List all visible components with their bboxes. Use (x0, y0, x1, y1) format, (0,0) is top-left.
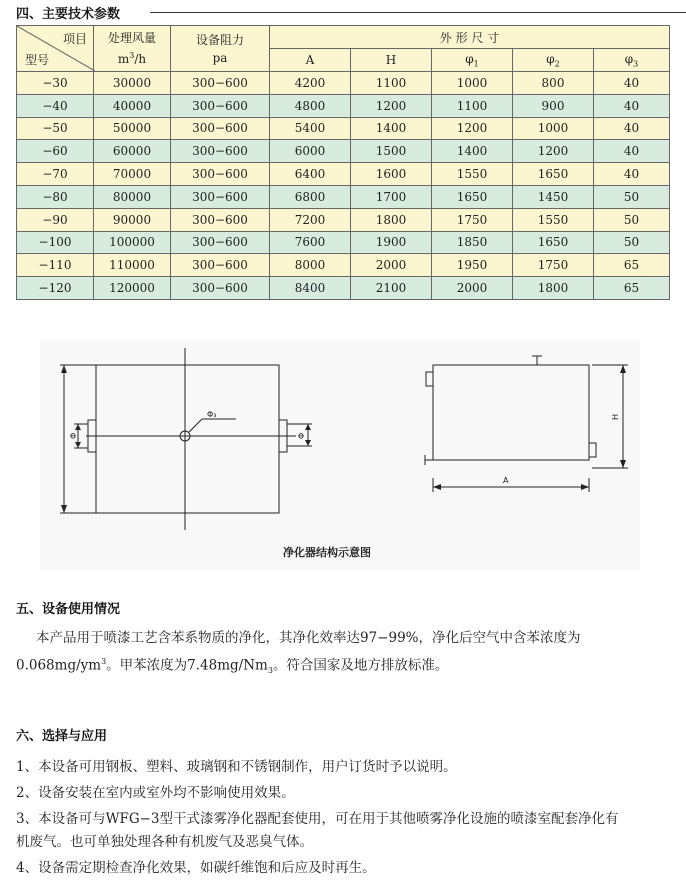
label-h: H (611, 413, 620, 420)
spec-table (16, 25, 670, 300)
cell-p3: 50 (594, 231, 670, 254)
cell-p2: 800 (513, 72, 594, 95)
cell-p3: 40 (594, 140, 670, 163)
table-row (17, 277, 670, 300)
section6-item2: 2、设备安装在室内或室外均不影响使用效果。 (16, 785, 295, 801)
header-airflow (94, 26, 171, 72)
table-row (17, 163, 670, 186)
header-dims: 外 形 尺 寸 (270, 26, 670, 49)
header-phi2: $\varphi_2$ (513, 49, 594, 72)
cell-a: 5400 (270, 117, 351, 140)
table-row (17, 254, 670, 277)
cell-h: 1200 (351, 94, 432, 117)
label-phi1: Φ (297, 432, 306, 439)
cell-p2: 1800 (513, 277, 594, 300)
cell-model: −40 (17, 94, 94, 117)
table-header-row (17, 26, 670, 49)
cell-a: 8000 (270, 254, 351, 277)
cell-p2: 1450 (513, 185, 594, 208)
cell-p3: 40 (594, 163, 670, 186)
cell-p1: 1000 (432, 72, 513, 95)
cell-a: 7600 (270, 231, 351, 254)
structure-diagram (40, 340, 640, 570)
section6-item4: 4、设备需定期检查净化效果，如碳纤维饱和后应及时再生。 (16, 860, 376, 876)
header-airflow-unit: $m^3/h$ (117, 51, 147, 66)
header-item: 项目 (62, 32, 87, 46)
label-phi3: Φ₃ (207, 410, 217, 419)
label-phi: Φ (69, 432, 78, 439)
cell-p3: 40 (594, 117, 670, 140)
cell-airflow: 40000 (94, 94, 171, 117)
cell-p2: 900 (513, 94, 594, 117)
header-model: 型号 (25, 53, 50, 67)
table-row (17, 231, 670, 254)
section6-item1: 1、本设备可用钢板、塑料、玻璃钢和不锈钢制作，用户订货时予以说明。 (16, 759, 457, 775)
cell-h: 1600 (351, 163, 432, 186)
header-phi3: $\varphi_3$ (594, 49, 670, 72)
cell-airflow: 50000 (94, 117, 171, 140)
header-airflow-label: 处理风量 (107, 31, 156, 45)
cell-res: 300−600 (171, 254, 270, 277)
cell-p2: 1650 (513, 163, 594, 186)
cell-p3: 40 (594, 72, 670, 95)
cell-model: −100 (17, 231, 94, 254)
table-row (17, 208, 670, 231)
cell-p3: 50 (594, 208, 670, 231)
cell-h: 1100 (351, 72, 432, 95)
header-resistance (171, 26, 270, 72)
figure-caption: 净化器结构示意图 (283, 546, 371, 559)
cell-p3: 50 (594, 185, 670, 208)
cell-p1: 2000 (432, 277, 513, 300)
header-resistance-label: 设备阻力 (195, 32, 244, 47)
section4-rule (150, 12, 686, 13)
cell-p1: 1100 (432, 94, 513, 117)
cell-h: 1400 (351, 117, 432, 140)
header-h: H (351, 49, 432, 72)
cell-model: −60 (17, 140, 94, 163)
cell-h: 2000 (351, 254, 432, 277)
cell-p2: 1200 (513, 140, 594, 163)
cell-h: 1500 (351, 140, 432, 163)
label-a: A (503, 476, 509, 485)
cell-a: 6800 (270, 185, 351, 208)
header-phi1: $\varphi_1$ (432, 49, 513, 72)
cell-airflow: 70000 (94, 163, 171, 186)
cell-a: 8400 (270, 277, 351, 300)
section6-item3a: 3、本设备可与WFG−3型干式漆雾净化器配套使用，可在用于其他喷雾净化设施的喷漆室配套净化有 (16, 811, 619, 827)
cell-res: 300−600 (171, 94, 270, 117)
cell-p3: 40 (594, 94, 670, 117)
cell-a: 4800 (270, 94, 351, 117)
cell-p3: 65 (594, 254, 670, 277)
table-row (17, 94, 670, 117)
cell-model: −90 (17, 208, 94, 231)
cell-p1: 1550 (432, 163, 513, 186)
cell-model: −50 (17, 117, 94, 140)
section4-title: 四、主要技术参数 (16, 7, 121, 22)
table-row (17, 117, 670, 140)
cell-p1: 1200 (432, 117, 513, 140)
cell-model: −120 (17, 277, 94, 300)
cell-airflow: 120000 (94, 277, 171, 300)
section6-title: 六、选择与应用 (16, 729, 108, 744)
cell-p2: 1650 (513, 231, 594, 254)
cell-airflow: 100000 (94, 231, 171, 254)
cell-model: −110 (17, 254, 94, 277)
cell-a: 4200 (270, 72, 351, 95)
header-a: A (270, 49, 351, 72)
cell-airflow: 90000 (94, 208, 171, 231)
cell-res: 300−600 (171, 163, 270, 186)
cell-res: 300−600 (171, 185, 270, 208)
cell-h: 1700 (351, 185, 432, 208)
table-row (17, 72, 670, 95)
section5-title: 五、设备使用情况 (16, 602, 121, 617)
section6-item3b: 机废气。也可单独处理各种有机废气及恶臭气体。 (16, 834, 313, 850)
cell-p1: 1650 (432, 185, 513, 208)
cell-airflow: 30000 (94, 72, 171, 95)
cell-res: 300−600 (171, 277, 270, 300)
cell-res: 300−600 (171, 117, 270, 140)
cell-model: −30 (17, 72, 94, 95)
table-row (17, 185, 670, 208)
cell-model: −80 (17, 185, 94, 208)
cell-airflow: 110000 (94, 254, 171, 277)
cell-a: 6000 (270, 140, 351, 163)
cell-res: 300−600 (171, 208, 270, 231)
cell-airflow: 60000 (94, 140, 171, 163)
table-row (17, 140, 670, 163)
cell-p1: 1400 (432, 140, 513, 163)
cell-res: 300−600 (171, 140, 270, 163)
header-resistance-unit: pa (212, 50, 228, 65)
cell-h: 1800 (351, 208, 432, 231)
cell-a: 7200 (270, 208, 351, 231)
cell-res: 300−600 (171, 72, 270, 95)
cell-p3: 65 (594, 277, 670, 300)
header-diagonal-cell (17, 26, 94, 72)
cell-p2: 1000 (513, 117, 594, 140)
cell-p2: 1750 (513, 254, 594, 277)
cell-model: −70 (17, 163, 94, 186)
cell-p1: 1850 (432, 231, 513, 254)
section5-line1: 本产品用于喷漆工艺含苯系物质的净化，其净化效率达97−99%，净化后空气中含苯浓度为 (36, 630, 581, 646)
cell-p2: 1550 (513, 208, 594, 231)
cell-h: 2100 (351, 277, 432, 300)
section5-line2: $0.068mg/ym^3$。甲苯浓度为$7.48mg/Nm_3$。符合国家及地方排放标准。 (16, 657, 449, 676)
cell-airflow: 80000 (94, 185, 171, 208)
cell-h: 1900 (351, 231, 432, 254)
cell-a: 6400 (270, 163, 351, 186)
cell-p1: 1950 (432, 254, 513, 277)
cell-res: 300−600 (171, 231, 270, 254)
structure-figure (40, 340, 640, 570)
cell-p1: 1750 (432, 208, 513, 231)
